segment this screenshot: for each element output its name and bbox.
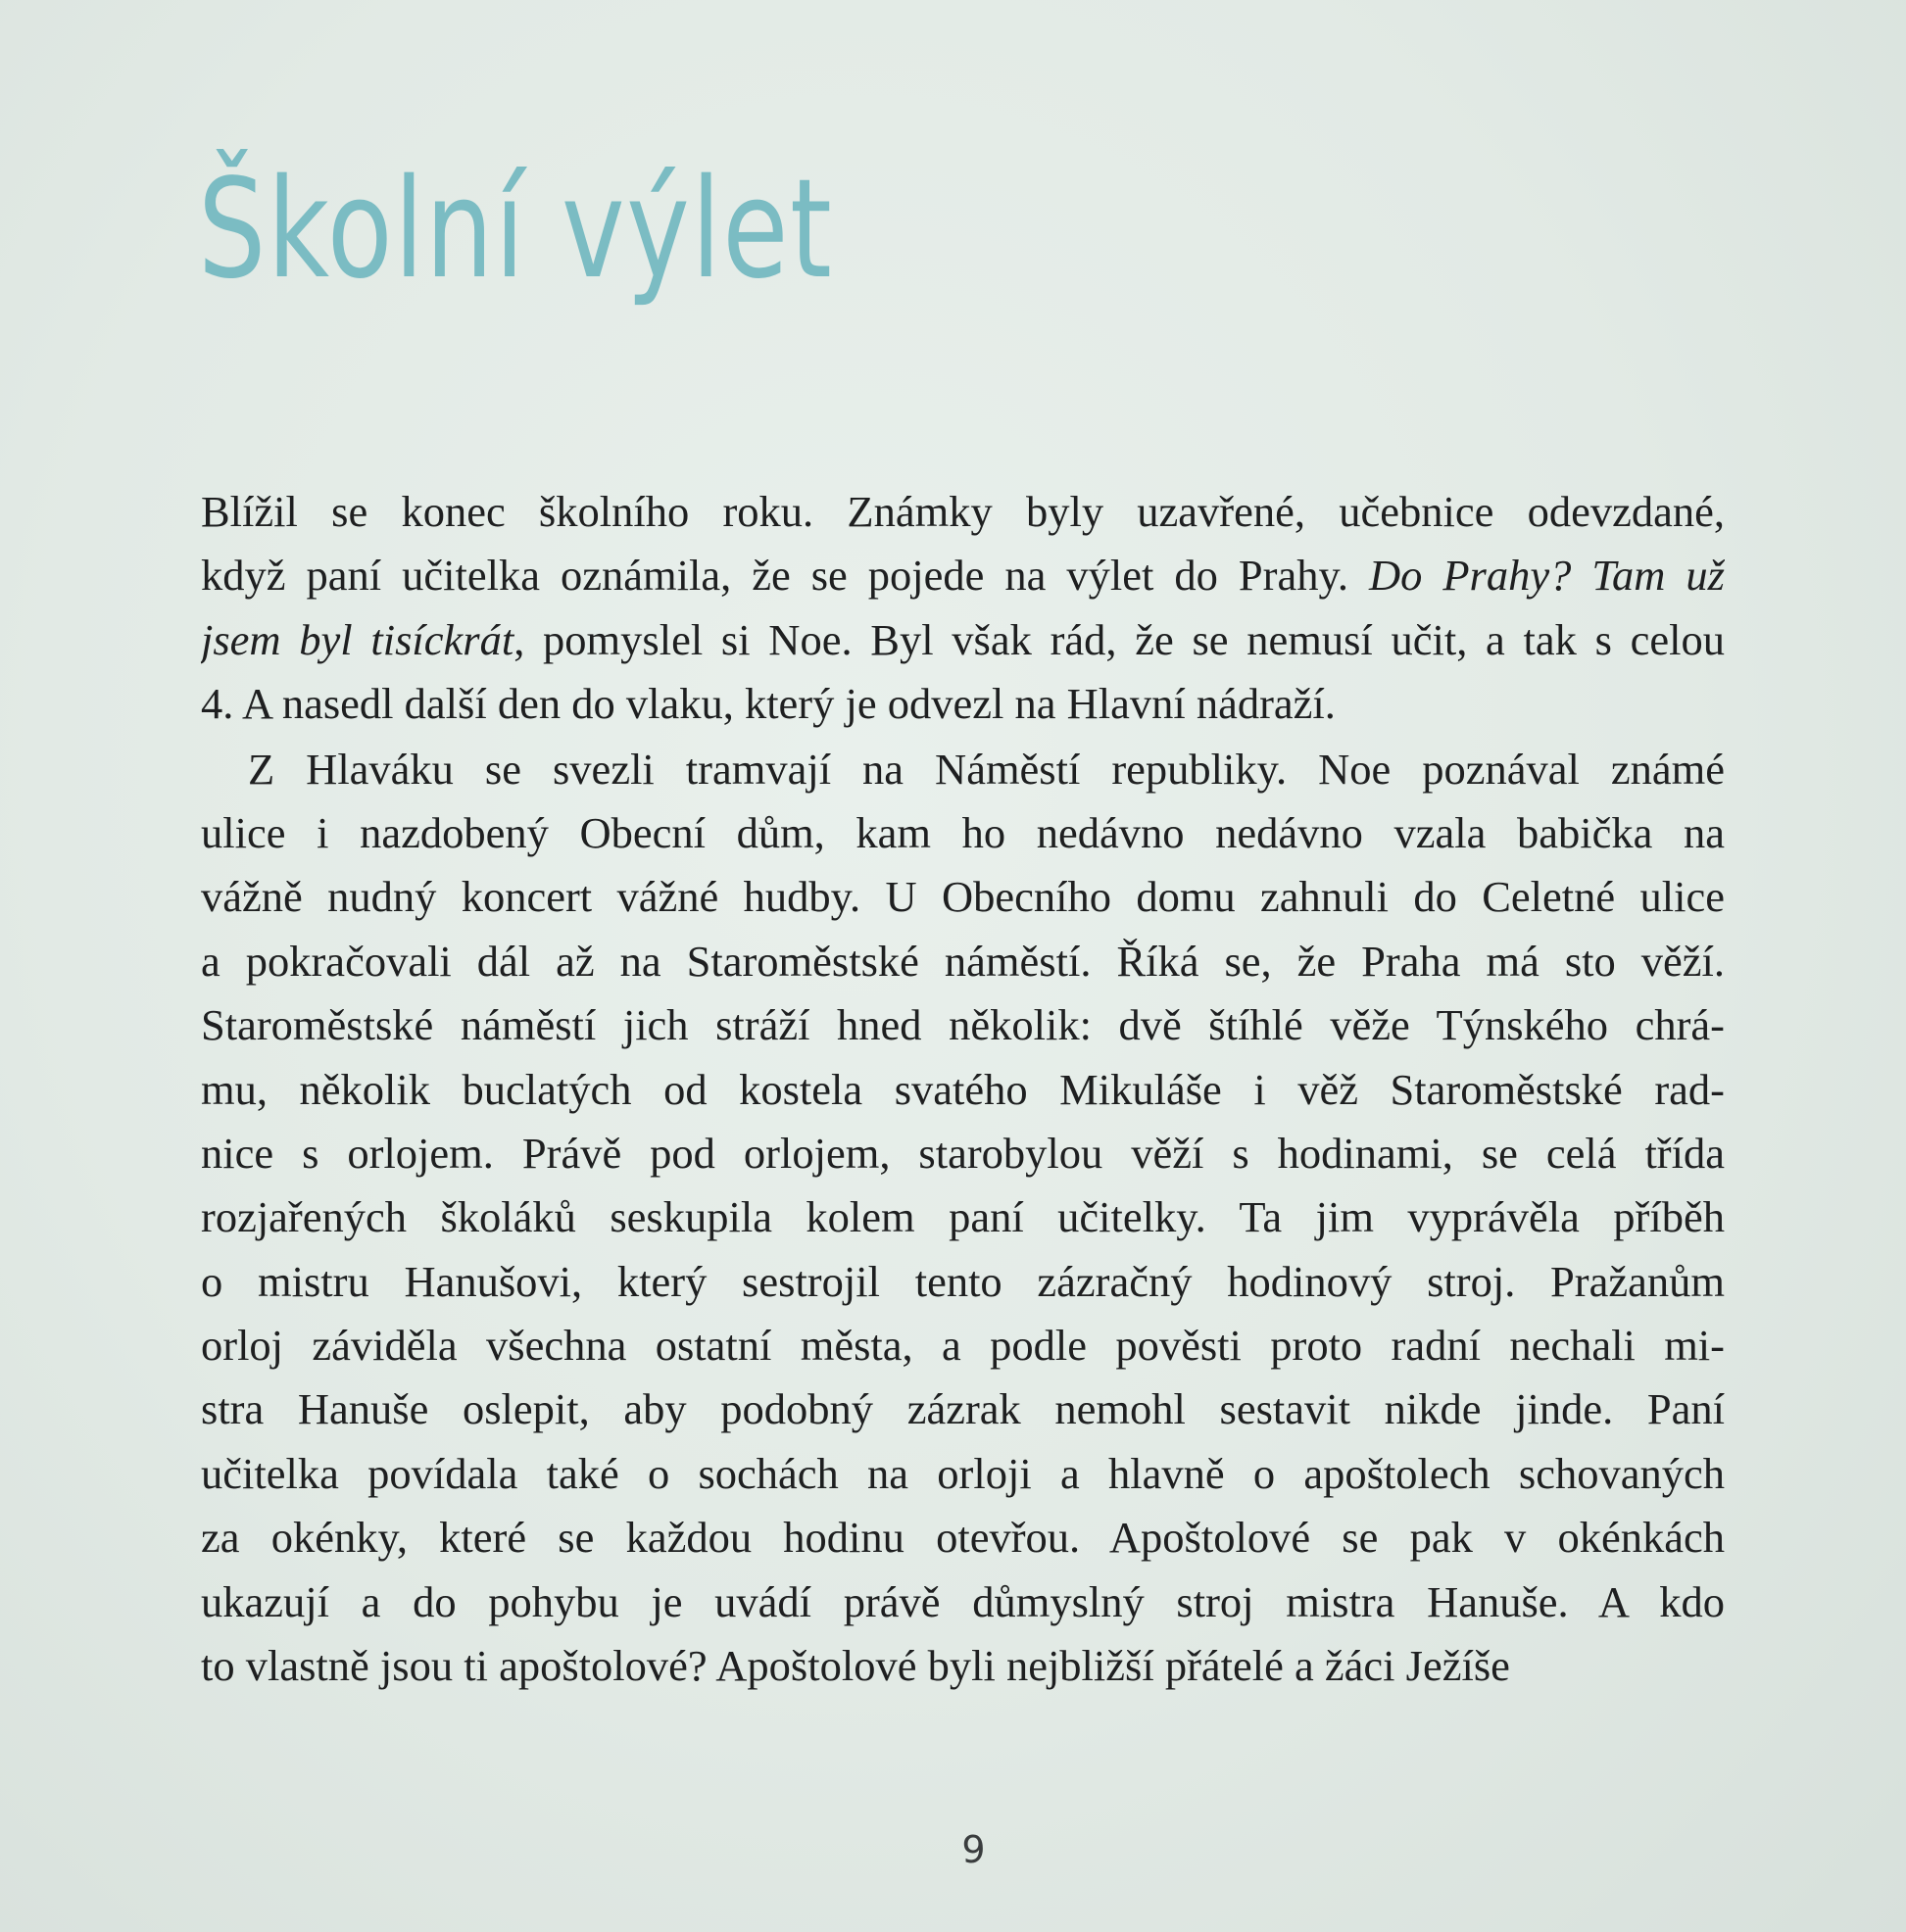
body-text xyxy=(201,480,1725,1698)
text-line xyxy=(201,1570,1725,1634)
paragraph-2 xyxy=(201,738,1725,1699)
text-line xyxy=(201,480,1725,544)
text-line xyxy=(201,993,1725,1057)
text-run: ukazují a do pohybu je uvádí právě důmyslný stroj mistra Hanuše. A kdo xyxy=(201,1576,1725,1626)
text-run: Z Hlaváku se svezli tramvají na Náměstí republiky. Noe poznával známé xyxy=(248,744,1725,794)
text-run: vážně nudný koncert vážné hudby. U Obecního domu zahnuli do Celetné ulice xyxy=(201,872,1725,922)
text-line xyxy=(201,1506,1725,1570)
text-run: stra Hanuše oslepit, aby podobný zázrak nemohl sestavit nikde jinde. Paní xyxy=(201,1384,1725,1434)
text-run: mu, několik buclatých od kostela svatého Mikuláše i věž Staroměstské rad- xyxy=(201,1064,1725,1114)
text-run: ulice i nazdobený Obecní dům, kam ho nedávno nedávno vzala babička na xyxy=(201,807,1725,857)
text-run: o mistru Hanušovi, který sestrojil tento zázračný hodinový stroj. Pražanům xyxy=(201,1256,1725,1306)
text-run: nice s orlojem. Právě pod orlojem, starobylou věží s hodinami, se celá třída xyxy=(201,1128,1725,1178)
text-line xyxy=(201,1442,1725,1506)
text-line xyxy=(201,1250,1725,1314)
text-line xyxy=(201,608,1725,672)
text-line xyxy=(201,865,1725,929)
text-run: rozjařených školáků seskupila kolem paní učitelky. Ta jim vyprávěla příběh xyxy=(201,1192,1725,1242)
text-run: když paní učitelka oznámila, že se pojede na výlet do Prahy. xyxy=(201,551,1369,601)
text-line xyxy=(201,1314,1725,1377)
text-line xyxy=(201,1185,1725,1249)
text-run: za okénky, které se každou hodinu otevřou. Apoštolové se pak v okénkách xyxy=(201,1513,1725,1563)
text-line xyxy=(201,1377,1725,1441)
text-run: , pomyslel si Noe. Byl však rád, že se nemusí učit, a tak s celou xyxy=(513,614,1725,664)
paragraph-1 xyxy=(201,480,1725,737)
text-run: to vlastně jsou ti apoštolové? Apoštolové byli nejbližší přátelé a žáci Ježíše xyxy=(201,1641,1510,1691)
text-line xyxy=(201,1634,1725,1698)
text-run: Staroměstské náměstí jich stráží hned několik: dvě štíhlé věže Týnského chrá- xyxy=(201,1000,1725,1050)
text-line xyxy=(201,1122,1725,1185)
text-run: 4. A nasedl další den do vlaku, který je odvezl na Hlavní nádraží. xyxy=(201,679,1336,729)
text-line xyxy=(201,801,1725,865)
italic-text: Do Prahy? Tam už xyxy=(1368,551,1725,601)
italic-text: jsem byl tisíckrát xyxy=(201,614,514,664)
text-run: orloj záviděla všechna ostatní města, a podle pověsti proto radní nechali mi- xyxy=(201,1321,1725,1371)
text-line xyxy=(201,672,1725,736)
text-line xyxy=(201,738,1725,801)
text-line xyxy=(201,544,1725,607)
text-run: a pokračovali dál až na Staroměstské náměstí. Říká se, že Praha má sto věží. xyxy=(201,936,1725,986)
page-number: 9 xyxy=(961,1828,986,1871)
chapter-title: Školní výlet xyxy=(198,150,834,310)
text-line xyxy=(201,1058,1725,1122)
text-line xyxy=(201,930,1725,993)
text-run: Blížil se konec školního roku. Známky byly uzavřené, učebnice odevzdané, xyxy=(201,487,1725,536)
text-run: učitelka povídala také o sochách na orloji a hlavně o apoštolech schovaných xyxy=(201,1448,1725,1498)
